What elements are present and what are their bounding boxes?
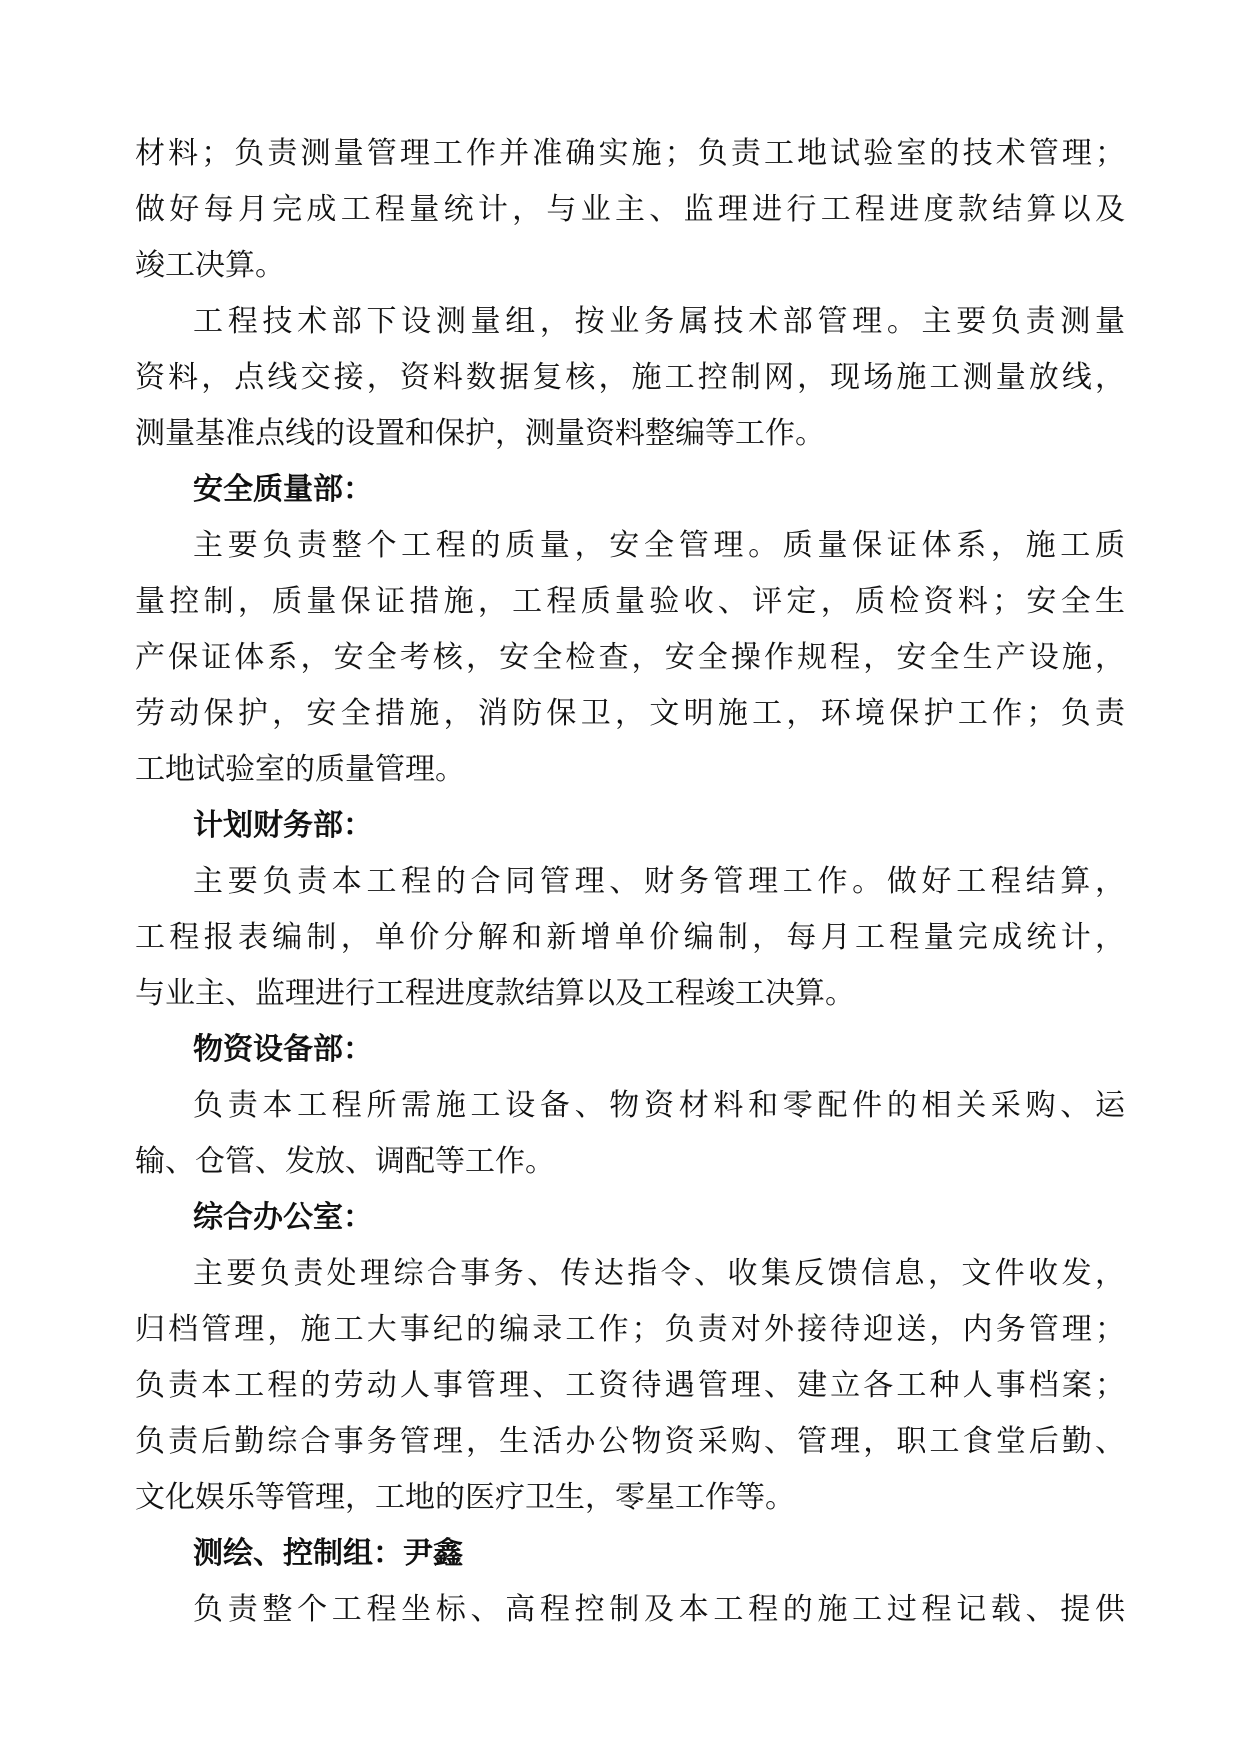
paragraph-line: 产保证体系，安全考核，安全检查，安全操作规程，安全生产设施， <box>135 640 1125 675</box>
paragraph-line: 竣工决算。 <box>135 248 285 283</box>
paragraph-line: 与业主、监理进行工程进度款结算以及工程竣工决算。 <box>135 976 855 1011</box>
paragraph-line: 文化娱乐等管理，工地的医疗卫生，零星工作等。 <box>135 1480 795 1515</box>
paragraph-line: 资料，点线交接，资料数据复核，施工控制网，现场施工测量放线， <box>135 360 1125 395</box>
paragraph-line: 测量基准点线的设置和保护，测量资料整编等工作。 <box>135 416 825 451</box>
paragraph-line: 输、仓管、发放、调配等工作。 <box>135 1144 555 1179</box>
paragraph-line: 负责本工程的劳动人事管理、工资待遇管理、建立各工种人事档案； <box>135 1368 1125 1403</box>
paragraph-line: 工程报表编制，单价分解和新增单价编制，每月工程量完成统计， <box>135 920 1125 955</box>
document-body <box>135 126 1125 1638</box>
paragraph-line: 主要负责处理综合事务、传达指令、收集反馈信息，文件收发， <box>193 1256 1125 1291</box>
section-heading: 物资设备部： <box>193 1032 373 1067</box>
paragraph-line: 量控制，质量保证措施，工程质量验收、评定，质检资料；安全生 <box>135 584 1125 619</box>
paragraph-line: 工程技术部下设测量组，按业务属技术部管理。主要负责测量 <box>193 304 1125 339</box>
paragraph-line: 主要负责整个工程的质量，安全管理。质量保证体系，施工质 <box>193 528 1125 563</box>
paragraph-line: 工地试验室的质量管理。 <box>135 752 465 787</box>
paragraph-line: 负责后勤综合事务管理，生活办公物资采购、管理，职工食堂后勤、 <box>135 1424 1125 1459</box>
section-heading: 综合办公室： <box>193 1200 373 1235</box>
section-heading: 计划财务部： <box>193 808 373 843</box>
paragraph-line: 主要负责本工程的合同管理、财务管理工作。做好工程结算， <box>193 864 1125 899</box>
section-heading: 测绘、控制组：尹鑫 <box>193 1536 463 1571</box>
section-heading: 安全质量部： <box>193 472 373 507</box>
paragraph-line: 归档管理，施工大事纪的编录工作；负责对外接待迎送，内务管理； <box>135 1312 1125 1347</box>
paragraph-line: 负责本工程所需施工设备、物资材料和零配件的相关采购、运 <box>193 1088 1125 1123</box>
paragraph-line: 负责整个工程坐标、高程控制及本工程的施工过程记载、提供 <box>193 1592 1125 1627</box>
paragraph-line: 做好每月完成工程量统计，与业主、监理进行工程进度款结算以及 <box>135 192 1125 227</box>
paragraph-line: 劳动保护，安全措施，消防保卫，文明施工，环境保护工作；负责 <box>135 696 1125 731</box>
paragraph-line: 材料；负责测量管理工作并准确实施；负责工地试验室的技术管理； <box>135 136 1125 171</box>
